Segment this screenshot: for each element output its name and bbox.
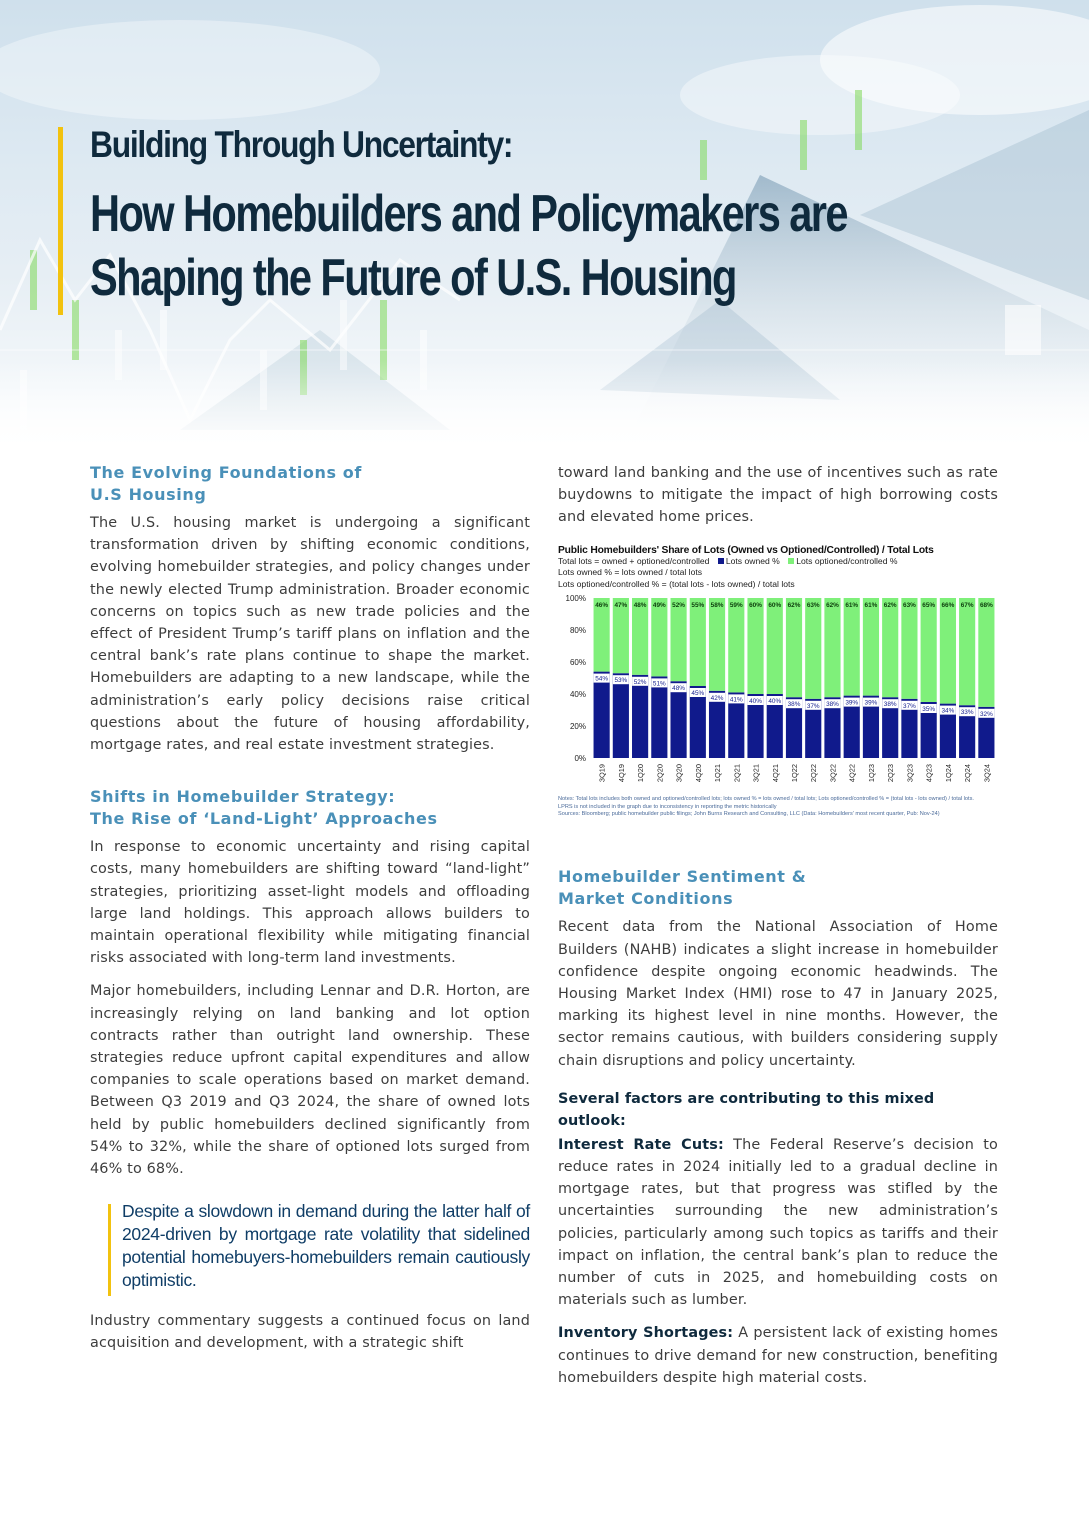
factor-inventory-shortages (558, 1322, 998, 1389)
chart-note-2: LPRS is not included in the graph due to inconsistency in reporting the metric historically (558, 803, 777, 810)
bar-optioned (844, 598, 860, 696)
paragraph-continued: toward land banking and the use of incentives such as rate buydowns to mitigate the impact of high borrowing costs and elevated home prices. (558, 465, 998, 526)
data-label-optioned: 46% (595, 602, 609, 610)
x-tick-label: 1Q21 (713, 764, 723, 783)
data-label-owned: 42% (710, 694, 724, 702)
x-tick-label: 1Q22 (790, 764, 799, 783)
bar-optioned (670, 598, 686, 681)
x-tick-label: 4Q19 (616, 764, 626, 783)
bar-owned (594, 672, 610, 758)
data-label-optioned: 63% (903, 602, 916, 610)
title-accent-bar (58, 127, 63, 315)
right-column (558, 462, 998, 1389)
bar-optioned (632, 598, 648, 675)
y-tick-label: 40% (569, 690, 586, 700)
x-tick-label: 4Q22 (847, 764, 857, 783)
bar-optioned (690, 598, 706, 686)
x-tick-label: 1Q20 (636, 764, 646, 783)
y-tick-label: 100% (565, 594, 586, 604)
chart-notes (558, 796, 1008, 818)
bar-optioned (978, 598, 994, 707)
chart-def-owned: Lots owned % = lots owned / total lots (558, 567, 703, 578)
x-tick-label: 4Q21 (770, 764, 780, 783)
factor-text-inventory: A persistent lack of existing homes continues to drive demand for new construction, benefiting homebuilders despite high material costs. (558, 1325, 998, 1386)
chart-note-3: Sources: Bloomberg; public homebuilder public filings; John Burns Research and Consulting, LLC (Data: Homebuilders' most recent quarter, Pub: Nov-24) (558, 810, 940, 817)
chart-legend-total: Total lots = owned + optioned/controlled (558, 555, 710, 566)
bar-optioned (901, 598, 917, 699)
pull-quote (108, 1200, 530, 1292)
data-label-optioned: 66% (941, 602, 955, 610)
bar-optioned (709, 598, 725, 691)
x-tick-label: 3Q19 (597, 764, 607, 783)
bar-owned (632, 675, 648, 758)
bar-optioned (747, 598, 763, 694)
bar-optioned (805, 598, 821, 699)
hero-banner (0, 0, 1089, 455)
bar-owned (613, 673, 629, 758)
legend-swatch-optioned (788, 558, 794, 564)
title-line-1: How Homebuilders and Policymakers are (90, 185, 847, 243)
bar-optioned (863, 598, 879, 696)
data-label-optioned: 61% (845, 602, 859, 610)
x-tick-label: 3Q21 (751, 764, 761, 783)
x-tick-label: 4Q20 (693, 764, 703, 783)
data-label-owned: 53% (614, 677, 628, 685)
bar-optioned (959, 598, 975, 705)
data-label-optioned: 60% (768, 602, 782, 610)
lots-share-chart (558, 545, 1008, 819)
data-label-optioned: 62% (787, 602, 801, 610)
data-label-owned: 52% (633, 678, 647, 686)
data-label-owned: 40% (749, 698, 762, 706)
bar-optioned (940, 598, 956, 704)
x-tick-label: 2Q22 (809, 764, 819, 783)
data-label-optioned: 58% (710, 602, 724, 610)
bar-optioned (921, 598, 937, 702)
bar-optioned (594, 598, 610, 672)
data-label-owned: 54% (595, 675, 609, 683)
bar-owned (670, 681, 686, 758)
factor-interest-rate-cuts (558, 1134, 998, 1312)
bar-optioned (786, 598, 802, 697)
paragraph-land-light: In response to economic uncertainty and rising capital costs, many homebuilders are shifting toward “land-light” strategies, prioritizing asset-light models and offloading large land holdings. This approach allows builders to maintain operational flexibility while mitigating financial risks associated with long-term land investments. (90, 839, 530, 967)
section-heading-sentiment: Homebuilder Sentiment & Market Conditions (558, 867, 807, 909)
x-tick-label: 2Q20 (655, 764, 665, 783)
data-label-owned: 40% (768, 698, 782, 706)
data-label-optioned: 52% (672, 602, 685, 610)
data-label-optioned: 62% (826, 602, 839, 610)
bar-optioned (613, 598, 629, 673)
data-label-owned: 48% (672, 685, 685, 693)
data-label-owned: 35% (922, 706, 936, 714)
legend-swatch-owned (718, 558, 724, 564)
legend-label-optioned: Lots optioned/controlled % (796, 555, 898, 566)
pull-quote-text: Despite a slowdown in demand during the latter half of 2024-driven by mortgage rate volatility that sidelined potential homebuyers-homebuilders remain cautiously optimistic. (122, 1201, 530, 1291)
x-tick-label: 3Q20 (674, 764, 684, 783)
y-tick-label: 0% (574, 754, 586, 764)
data-label-optioned: 62% (883, 602, 897, 610)
data-label-optioned: 60% (749, 602, 762, 610)
data-label-owned: 51% (652, 680, 666, 688)
factors-lead: Several factors are contributing to this mixed outlook: (558, 1090, 935, 1129)
data-label-owned: 41% (729, 696, 743, 704)
x-tick-label: 2Q23 (886, 764, 896, 783)
y-tick-label: 80% (569, 626, 586, 636)
y-tick-label: 20% (569, 722, 586, 732)
bar-optioned (728, 598, 744, 692)
data-label-owned: 37% (903, 702, 916, 710)
page-subtitle: Building Through Uncertainty: (90, 124, 513, 165)
data-label-optioned: 67% (960, 602, 974, 610)
title-line-2: Shaping the Future of U.S. Housing (90, 249, 736, 307)
data-label-owned: 38% (826, 701, 839, 709)
chart-title: Public Homebuilders' Share of Lots (Owned vs Optioned/Controlled) / Total Lots (558, 544, 934, 556)
data-label-optioned: 48% (633, 602, 647, 610)
data-label-optioned: 47% (614, 602, 628, 610)
x-tick-label: 2Q21 (732, 764, 742, 783)
chart-legend (558, 556, 1008, 568)
x-tick-label: 3Q24 (982, 764, 992, 783)
data-label-optioned: 49% (652, 602, 666, 610)
chart-note-1: Notes: Total lots includes both owned and optioned/controlled lots; lots owned % = lots owned / total lots; Lots optioned/controlled % = (total lots - lots owned) / total lots. (558, 796, 974, 803)
factor-text-rate-cuts: The Federal Reserve’s decision to reduce rates in 2024 initially led to a gradual decline in mortgage rates, but that progress was stifled by the uncertainties surrounding the new administration’s policies, particularly among such topics as tariffs and their impact on inflation, the central bank’s plan to reduce the number of cuts in 2025, and homebuilding costs on materials such as lumber. (558, 1136, 999, 1309)
x-tick-label: 4Q23 (924, 764, 934, 783)
bar-optioned (824, 598, 840, 697)
legend-label-owned: Lots owned % (725, 555, 780, 566)
data-label-owned: 39% (845, 699, 859, 707)
data-label-owned: 34% (941, 707, 955, 715)
left-column (90, 462, 530, 1355)
factor-label-rate-cuts: Interest Rate Cuts: (558, 1136, 724, 1153)
data-label-optioned: 65% (922, 602, 936, 610)
data-label-optioned: 68% (979, 602, 993, 610)
paragraph-industry-commentary: Industry commentary suggests a continued focus on land acquisition and development, with a strategic shift (90, 1313, 530, 1352)
data-label-owned: 38% (883, 701, 897, 709)
chart-def-optioned: Lots optioned/controlled % = (total lots - lots owned) / total lots (558, 578, 795, 589)
paragraph-major-homebuilders: Major homebuilders, including Lennar and D.R. Horton, are increasingly relying on land banking and lot option contracts rather than outright land ownership. These strategies reduce upfront capital expenditures and allow companies to scale operations based on market demand. Between Q3 2019 and Q3 2024, the share of owned lots held by public homebuilders declined significantly from 54% to 32%, while the share of optioned lots surged from 46% to 68%. (90, 983, 530, 1178)
data-label-optioned: 59% (729, 602, 743, 610)
paragraph-housing-transformation: The U.S. housing market is undergoing a significant transformation driven by shifting economic conditions, evolving homebuilder strategies, and policy changes under the newly elected Trump administration. Broader economic concerns on topics such as new trade policies and the effect of President Trump’s tariff plans on inflation and the central bank’s rate plans continue to shape the market. Homebuilders are adapting to a new landscape, while the administration’s early policy decisions raise critical questions about the future of housing affordability, mortgage rates, and real estate investment strategies. (90, 515, 530, 754)
section-heading-evolving-foundations: The Evolving Foundations of U.S Housing (90, 463, 362, 504)
bar-owned (651, 677, 667, 759)
bar-optioned (651, 598, 667, 676)
x-tick-label: 1Q24 (943, 764, 953, 783)
data-label-owned: 32% (979, 710, 993, 718)
x-tick-label: 2Q24 (963, 764, 973, 783)
x-tick-label: 1Q23 (866, 764, 876, 783)
page-title (90, 182, 1010, 310)
x-tick-label: 3Q22 (828, 764, 838, 783)
data-label-owned: 38% (787, 701, 801, 709)
data-label-owned: 33% (960, 709, 974, 717)
x-tick-label: 3Q23 (905, 764, 915, 783)
bar-optioned (767, 598, 783, 694)
section-heading-homebuilder-strategy: Shifts in Homebuilder Strategy: The Rise of ‘Land-Light’ Approaches (90, 787, 438, 829)
paragraph-nahb: Recent data from the National Association of Home Builders (NAHB) indicates a slight increase in homebuilder confidence despite ongoing economic headwinds. The Housing Market Index (HMI) rose to 47 in January 2025, marking its highest level in nine months. However, the sector remains cautious, with builders considering supply chain disruptions and policy uncertainty. (558, 919, 998, 1069)
factor-label-inventory: Inventory Shortages: (558, 1325, 734, 1342)
data-label-optioned: 55% (691, 602, 705, 610)
data-label-optioned: 61% (864, 602, 878, 610)
chart-plot-area (558, 590, 1008, 790)
data-label-owned: 39% (864, 699, 878, 707)
y-tick-label: 60% (569, 658, 586, 668)
data-label-optioned: 63% (806, 602, 820, 610)
data-label-owned: 45% (691, 690, 705, 698)
bar-optioned (882, 598, 898, 697)
pull-quote-bar (108, 1204, 111, 1296)
data-label-owned: 37% (806, 702, 820, 710)
